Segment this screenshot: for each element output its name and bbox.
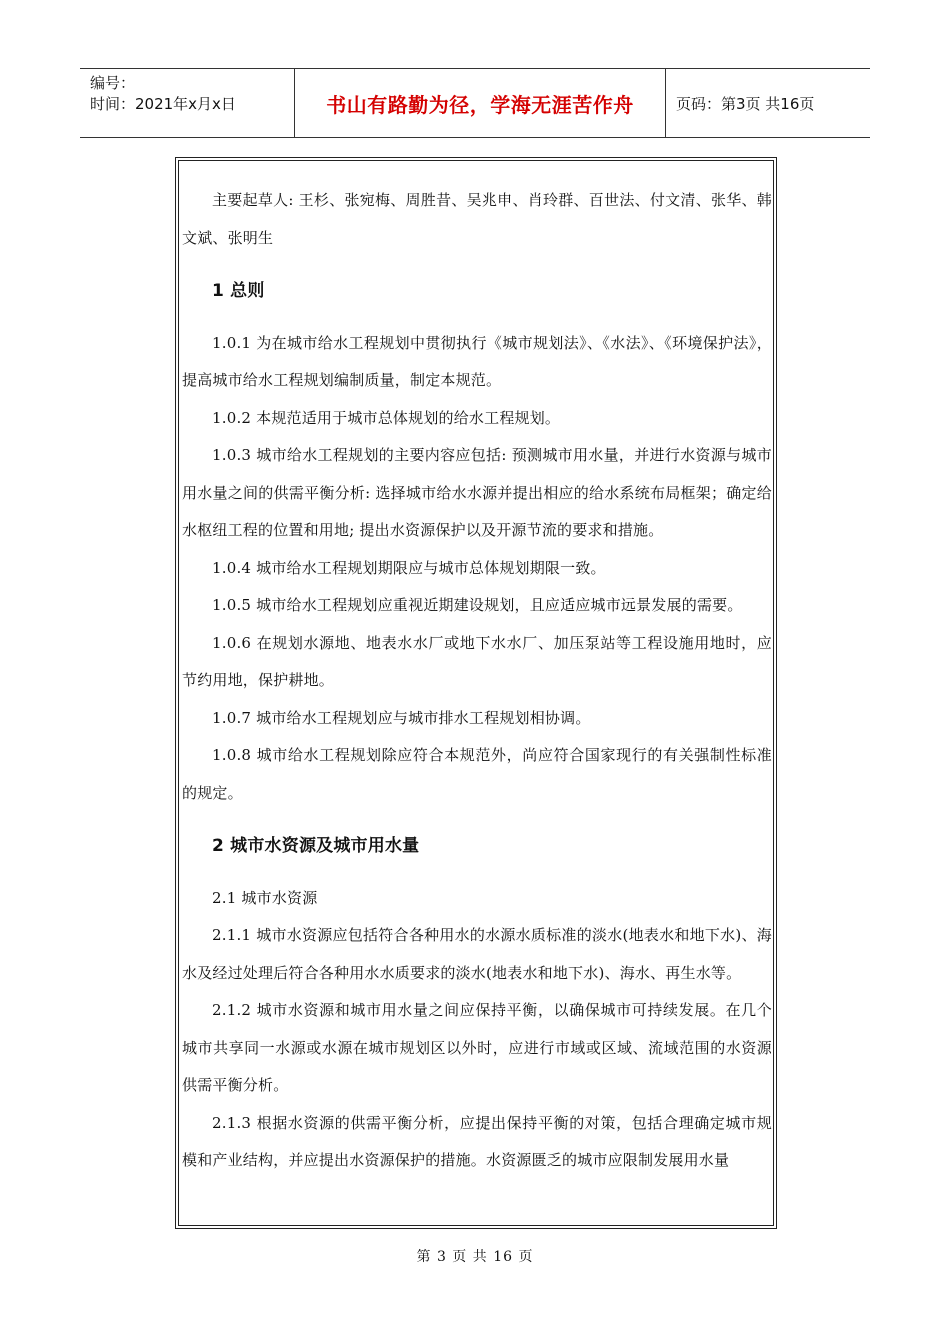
header-page-info: 页码：第3页 共16页: [676, 94, 815, 113]
clause-2-1-1: 2.1.1 城市水资源应包括符合各种用水的水源水质标准的淡水(地表水和地下水)、海水及经过处理后符合各种用水水质要求的淡水(地表水和地下水)、海水、再生水等。: [182, 926, 772, 982]
page-footer: 第 3 页 共 16 页: [416, 1249, 534, 1265]
clause-1-0-7: 1.0.7 城市给水工程规划应与城市排水工程规划相协调。: [212, 708, 591, 727]
clause-1-0-3: 1.0.3 城市给水工程规划的主要内容应包括: 预测城市用水量，并进行水资源与城市用水量之间的供需平衡分析: 选择城市给水水源并提出相应的给水系统布局框架；确定给水枢纽工程的位置和用地; 提出水资源保护以及开源节流的要求和措施。: [182, 446, 772, 539]
document-body: [182, 182, 772, 1180]
clause-2-1-3: 2.1.3 根据水资源的供需平衡分析，应提出保持平衡的对策，包括合理确定城市规模和产业结构，并应提出水资源保护的措施。水资源匮乏的城市应限制发展用水量: [182, 1113, 772, 1169]
document-number-label: 编号：: [90, 74, 136, 92]
clause-2-1-2: 2.1.2 城市水资源和城市用水量之间应保持平衡，以确保城市可持续发展。在几个城市共享同一水源或水源在城市规划区以外时，应进行市域或区域、流域范围的水资源供需平衡分析。: [182, 1001, 772, 1094]
clause-1-0-8: 1.0.8 城市给水工程规划除应符合本规范外，尚应符合国家现行的有关强制性标准的规定。: [182, 746, 772, 802]
header-motto: 书山有路勤为径，学海无涯苦作舟: [294, 69, 666, 137]
clause-1-0-6: 1.0.6 在规划水源地、地表水水厂或地下水水厂、加压泵站等工程设施用地时，应节约用地，保护耕地。: [182, 633, 772, 689]
clause-1-0-2: 1.0.2 本规范适用于城市总体规划的给水工程规划。: [212, 408, 561, 427]
clause-1-0-5: 1.0.5 城市给水工程规划应重视近期建设规划，且应适应城市远景发展的需要。: [212, 596, 743, 614]
drafters-paragraph: 主要起草人: 王杉、张宛梅、周胜昔、吴兆申、肖玲群、百世法、付文清、张华、韩文斌、张明生: [182, 191, 772, 247]
section-heading: 1 总则: [212, 281, 265, 301]
subsection-2-1: 2.1 城市水资源: [212, 888, 318, 907]
section-heading: 2 城市水资源及城市用水量: [212, 836, 420, 856]
content-frame: [175, 157, 777, 1229]
document-date: 时间：2021年x月x日: [90, 95, 236, 113]
page-header: [80, 68, 870, 138]
clause-1-0-4: 1.0.4 城市给水工程规划期限应与城市总体规划期限一致。: [212, 558, 606, 577]
clause-1-0-1: 1.0.1 为在城市给水工程规划中贯彻执行《城市规划法》、《水法》、《环境保护法》，提高城市给水工程规划编制质量，制定本规范。: [182, 333, 772, 389]
header-meta: [80, 69, 294, 137]
